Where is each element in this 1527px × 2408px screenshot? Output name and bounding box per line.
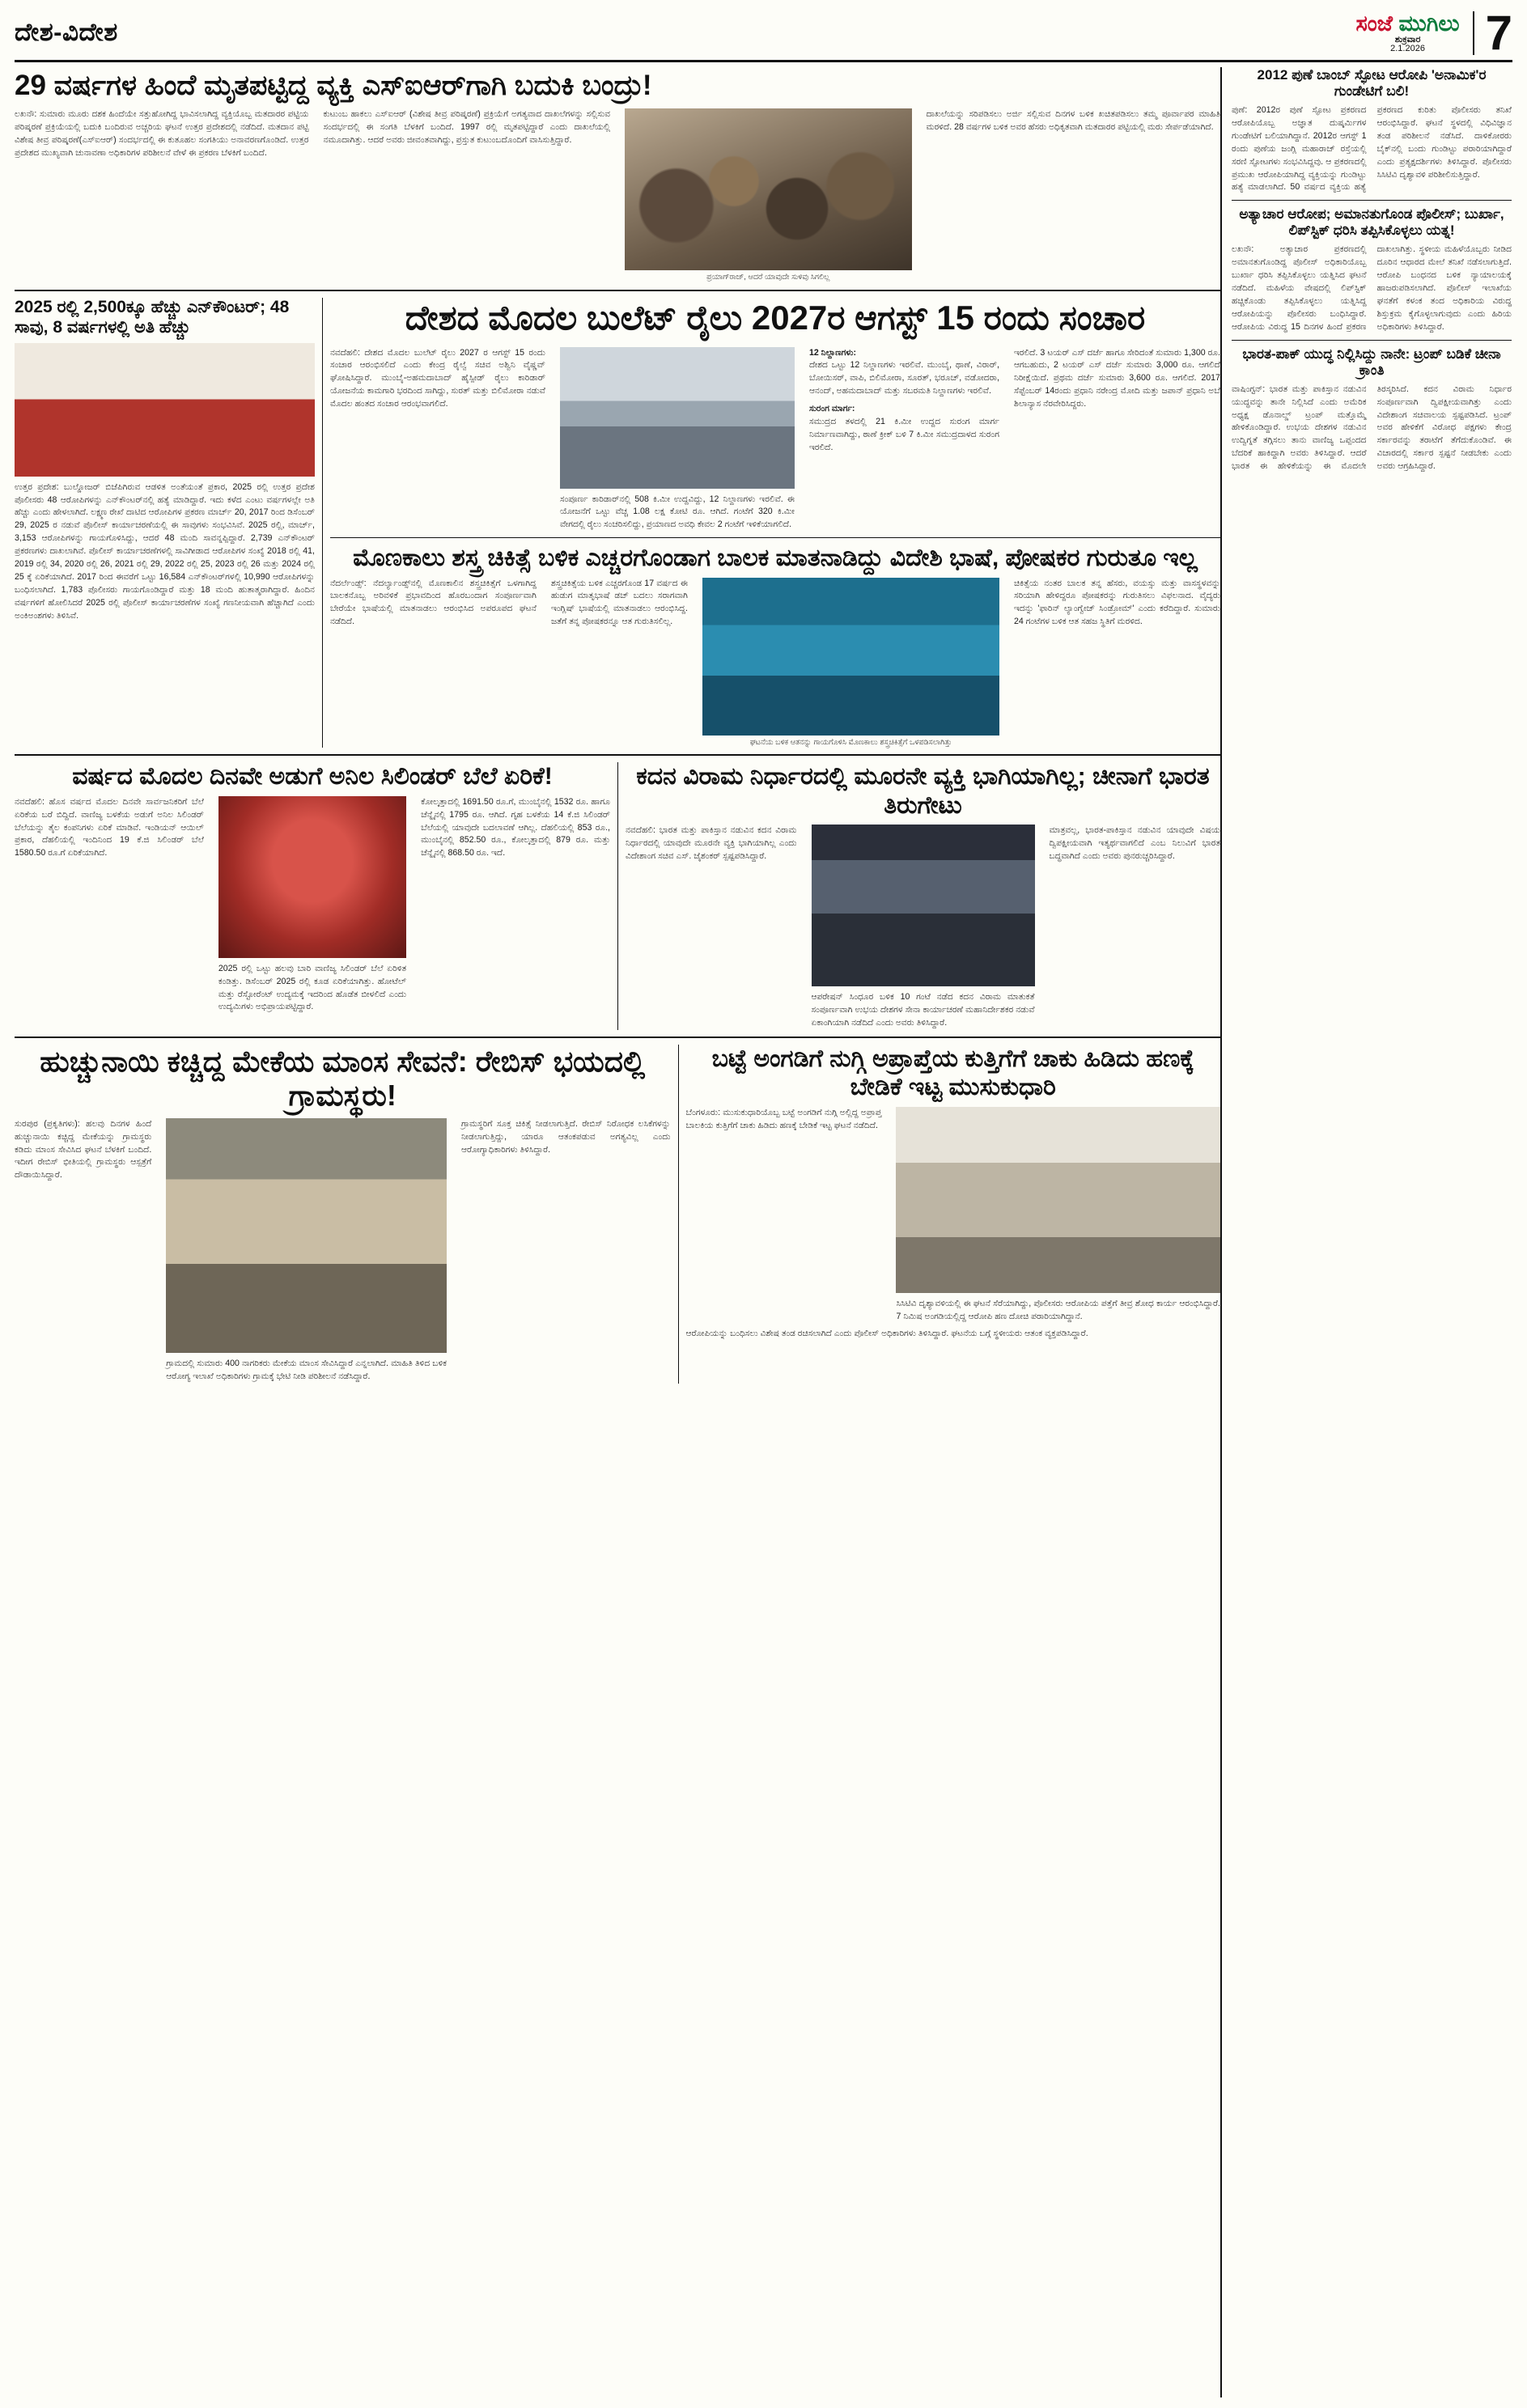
r1-body: ಪುಣೆ: 2012ರ ಪುಣೆ ಸ್ಫೋಟ ಪ್ರಕರಣದ ಆರೋಪಿಯೊಬ್ಬ ಅಜ್ಞಾತ ದುಷ್ಕರ್ಮಿಗಳ ಗುಂಡೇಟಿಗೆ ಬಲಿಯಾಗಿದ್ದಾನೆ. 2012ರ ಆಗಸ್ಟ್ 1 ರಂದು ಪುಣೆಯ ಜಂಗ್ಲಿ ಮಹಾರಾಜ್ ರಸ್ತೆಯಲ್ಲಿ ಸರಣಿ ಸ್ಫೋಟಗಳು ಸಂಭವಿಸಿದ್ದವು. ಆ ಪ್ರಕರಣದಲ್ಲಿ ಪ್ರಮುಖ ಆರೋಪಿಯಾಗಿದ್ದ ವ್ಯಕ್ತಿಯನ್ನು ಗುಂಡಿಟ್ಟು ಹತ್ಯೆ ಮಾಡಲಾಗಿದೆ. 50 ವರ್ಷದ ವ್ಯಕ್ತಿಯ ಹತ್ಯೆ ಪ್ರಕರಣದ ಕುರಿತು ಪೊಲೀಸರು ತನಿಖೆ ಆರಂಭಿಸಿದ್ದಾರೆ. ಘಟನೆ ಸ್ಥಳದಲ್ಲಿ ವಿಧಿವಿಜ್ಞಾನ ತಂಡ ಪರಿಶೀಲನೆ ನಡೆಸಿದೆ. ದಾಳಿಕೋರರು ಬೈಕ್‌ನಲ್ಲಿ ಬಂದು ಗುಂಡಿಟ್ಟು ಪರಾರಿಯಾಗಿದ್ದಾರೆ ಎಂದು ಪ್ರತ್ಯಕ್ಷದರ್ಶಿಗಳು ತಿಳಿಸಿದ್ದಾರೆ. ಪೊಲೀಸರು ಸಿಸಿಟಿವಿ ದೃಶ್ಯಾವಳಿ ಪರಿಶೀಲಿಸುತ್ತಿದ್ದಾರೆ. [1232,105,1512,193]
a1-col2: ಕುಟುಂಬ ಹಾಕಲು ಎಸ್‌ಐಆರ್ (ವಿಶೇಷ ತೀವ್ರ ಪರಿಷ್ಕರಣೆ) ಪ್ರಕ್ರಿಯೆಗೆ ಅಗತ್ಯವಾದ ದಾಖಲೆಗಳನ್ನು ಸಲ್ಲಿಸುವ ಸಂದರ್ಭದಲ್ಲಿ ಈ ಸಂಗತಿ ಬೆಳಕಿಗೆ ಬಂದಿದೆ. 1997 ರಲ್ಲಿ ಮೃತಪಟ್ಟಿದ್ದಾರೆ ಎಂದು ದಾಖಲೆಯಲ್ಲಿ ನಮೂದಾಗಿತ್ತು. ಆದರೆ ಅವರು ಜೀವಂತವಾಗಿದ್ದು, ಪ್ರಸ್ತುತ ಕುಟುಂಬದೊಂದಿಗೆ ವಾಸಿಸುತ್ತಿದ್ದಾರೆ. [323,109,610,146]
a4-headline: ಮೊಣಕಾಲು ಶಸ್ತ್ರ ಚಿಕಿತ್ಸೆ ಬಳಿಕ ಎಚ್ಚರಗೊಂಡಾಗ ಬಾಲಕ ಮಾತನಾಡಿದ್ದು ವಿದೇಶಿ ಭಾಷೆ, ಪೋಷಕರ ಗುರುತೂ ಇಲ್ಲ [353,545,1198,572]
article-a2 [15,298,322,748]
article-a3 [322,298,1220,748]
main-section [15,67,1220,2397]
a8-col3: ಆರೋಪಿಯನ್ನು ಬಂಧಿಸಲು ವಿಶೇಷ ತಂಡ ರಚಿಸಲಾಗಿದೆ ಎಂದು ಪೊಲೀಸ್ ಅಧಿಕಾರಿಗಳು ತಿಳಿಸಿದ್ದಾರೆ. ಘಟನೆಯ ಬಗ್ಗೆ ಸ್ಥಳೀಯರು ಆತಂಕ ವ್ಯಕ್ತಪಡಿಸಿದ್ದಾರೆ. [685,1329,1088,1339]
r3-body: ವಾಷಿಂಗ್ಟನ್: ಭಾರತ ಮತ್ತು ಪಾಕಿಸ್ತಾನ ನಡುವಿನ ಯುದ್ಧವನ್ನು ತಾನೇ ನಿಲ್ಲಿಸಿದೆ ಎಂದು ಅಮೆರಿಕ ಅಧ್ಯಕ್ಷ ಡೊನಾಲ್ಡ್ ಟ್ರಂಪ್ ಮತ್ತೊಮ್ಮೆ ಹೇಳಿಕೊಂಡಿದ್ದಾರೆ. ಉಭಯ ದೇಶಗಳ ನಡುವಿನ ಉದ್ವಿಗ್ನತೆ ತಗ್ಗಿಸಲು ತಾನು ವಾಣಿಜ್ಯ ಒಪ್ಪಂದದ ಬೆದರಿಕೆ ಹಾಕಿದ್ದಾಗಿ ಅವರು ತಿಳಿಸಿದ್ದಾರೆ. ಆದರೆ ಭಾರತ ಈ ಹೇಳಿಕೆಯನ್ನು ಈ ಮೊದಲೇ ತಿರಸ್ಕರಿಸಿದೆ. ಕದನ ವಿರಾಮ ನಿರ್ಧಾರ ಸಂಪೂರ್ಣವಾಗಿ ದ್ವಿಪಕ್ಷೀಯವಾಗಿತ್ತು ಎಂದು ವಿದೇಶಾಂಗ ಸಚಿವಾಲಯ ಸ್ಪಷ್ಟಪಡಿಸಿದೆ. ಟ್ರಂಪ್ ಅವರ ಹೇಳಿಕೆಗೆ ವಿರೋಧ ಪಕ್ಷಗಳು ಕೇಂದ್ರ ಸರ್ಕಾರವನ್ನು ತರಾಟೆಗೆ ತೆಗೆದುಕೊಂಡಿವೆ. ಈ ವಿಚಾರದಲ್ಲಿ ಸರ್ಕಾರ ಸ್ಪಷ್ಟನೆ ನೀಡಬೇಕು ಎಂದು ಅವರು ಆಗ್ರಹಿಸಿದ್ದಾರೆ. [1232,384,1512,472]
article-a1 [15,67,1220,283]
a4-col1: ನೆದರ್ಲೆಂಡ್ಸ್: ನೆದರ್ಲ್ಯಾಂಡ್ಸ್‌ನಲ್ಲಿ ಮೊಣಕಾಲಿನ ಶಸ್ತ್ರಚಿಕಿತ್ಸೆಗೆ ಒಳಗಾಗಿದ್ದ ಬಾಲಕನೊಬ್ಬ ಅರಿವಳಿಕೆ ಪ್ರಭಾವದಿಂದ ಹೊರಬಂದಾಗ ಸಂಪೂರ್ಣವಾಗಿ ಬೇರೆಯೇ ಭಾಷೆಯಲ್ಲಿ ಮಾತನಾಡಲು ಆರಂಭಿಸಿದ ಅಪರೂಪದ ಘಟನೆ ನಡೆದಿದೆ. [329,578,537,627]
logo-word-red: ಸಂಜೆ [1355,11,1393,36]
a7-col3: ಗ್ರಾಮಸ್ಥರಿಗೆ ಸೂಕ್ತ ಚಿಕಿತ್ಸೆ ನೀಡಲಾಗುತ್ತಿದೆ. ರೇಬಿಸ್ ನಿರೋಧಕ ಲಸಿಕೆಗಳನ್ನು ನೀಡಲಾಗುತ್ತಿದ್ದು, ಯಾರೂ ಆತಂಕಪಡುವ ಅಗತ್ಯವಿಲ್ಲ ಎಂದು ಆರೋಗ್ಯಾಧಿಕಾರಿಗಳು ತಿಳಿಸಿದ್ದಾರೆ. [461,1118,671,1155]
masthead [15,6,1512,62]
article-r2 [1232,206,1512,333]
a3-col4: ಇರಲಿದೆ. 3 ಟಯರ್ ಎಸ್ ದರ್ಜೆ ಹಾಗೂ ಸೇರಿದಂತೆ ಸುಮಾರು 1,300 ರೂ. ಆಗಬಹುದು, 2 ಟಯರ್ ಎಸ್ ದರ್ಜೆ ಸುಮಾರು 3,000 ರೂ. ಆಗಲಿದೆ ನಿರೀಕ್ಷೆಯಿದೆ. ಪ್ರಥಮ ದರ್ಜೆ ಸುಮಾರು 3,600 ರೂ. ಆಗಲಿದೆ. 2017 ಸೆಪ್ಟೆಂಬರ್ 14ರಂದು ಪ್ರಧಾನಿ ನರೇಂದ್ರ ಮೋದಿ ಮತ್ತು ಜಪಾನ್ ಪ್ರಧಾನಿ ಅಬೆ ಶಿಲಾನ್ಯಾಸ ನೆರವೇರಿಸಿದ್ದರು. [1013,347,1220,409]
a4-col2: ಶಸ್ತ್ರಚಿಕಿತ್ಸೆಯ ಬಳಿಕ ಎಚ್ಚರಗೊಂಡ 17 ವರ್ಷದ ಈ ಹುಡುಗ ಮಾತೃಭಾಷೆ ಡಚ್ ಬದಲು ಸರಾಗವಾಗಿ ಇಂಗ್ಲಿಷ್ ಭಾಷೆಯಲ್ಲಿ ಮಾತನಾಡಲು ಆರಂಭಿಸಿದ್ದ. ಜತೆಗೆ ತನ್ನ ಪೋಷಕರನ್ನೂ ಆತ ಗುರುತಿಸಲಿಲ್ಲ. [550,578,688,627]
divider-3 [15,754,1220,756]
a7-headline: ಹುಚ್ಚುನಾಯಿ ಕಚ್ಚಿದ್ದ ಮೇಕೆಯ ಮಾಂಸ ಸೇವನೆ: ರೇಬಿಸ್ ಭಯದಲ್ಲಿ ಗ್ರಾಮಸ್ಥರು! [40,1044,646,1113]
divider-1 [15,290,1220,291]
divider-4 [15,1037,1220,1038]
a2-photo [15,343,315,477]
a6-col2: ಆಪರೇಷನ್ ಸಿಂಧೂರ ಬಳಿಕ 10 ಗಂಟೆ ನಡೆದ ಕದನ ವಿರಾಮ ಮಾತುಕತೆ ಸಂಪೂರ್ಣವಾಗಿ ಉಭಯ ದೇಶಗಳ ಸೇನಾ ಕಾರ್ಯಾಚರಣೆ ಮಹಾನಿರ್ದೇಶಕರ ನಡುವೆ ಏಕಾಂಗಿಯಾಗಿ ನಡೆದಿದೆ ಎಂದು ಅವರು ತಿಳಿಸಿದ್ದಾರೆ. [811,992,1035,1028]
a4-col3: ಚಿಕಿತ್ಸೆಯ ನಂತರ ಬಾಲಕ ತನ್ನ ಹೆಸರು, ವಯಸ್ಸು ಮತ್ತು ವಾಸಸ್ಥಳವನ್ನು ಸರಿಯಾಗಿ ಹೇಳಿದ್ದರೂ ಪೋಷಕರನ್ನು ಗುರುತಿಸಲು ವಿಫಲನಾದ. ವೈದ್ಯರು ಇದನ್ನು 'ಫಾರಿನ್ ಲ್ಯಾಂಗ್ವೇಜ್ ಸಿಂಡ್ರೋಮ್' ಎಂದು ಕರೆದಿದ್ದಾರೆ. ಸುಮಾರು 24 ಗಂಟೆಗಳ ಬಳಿಕ ಆತ ಸಹಜ ಸ್ಥಿತಿಗೆ ಮರಳಿದ. [1013,578,1220,627]
a6-col3: ಮಾತ್ರವಲ್ಲ, ಭಾರತ-ಪಾಕಿಸ್ತಾನ ನಡುವಿನ ಯಾವುದೇ ವಿಷಯ ದ್ವಿಪಕ್ಷೀಯವಾಗಿ ಇತ್ಯರ್ಥವಾಗಲಿದೆ ಎಂಬ ನಿಲುವಿಗೆ ಭಾರತ ಬದ್ಧವಾಗಿದೆ ಎಂದು ಅವರು ಪುನರುಚ್ಚರಿಸಿದ್ದಾರೆ. [1049,825,1220,861]
article-a4 [330,544,1220,748]
row-a7-a8 [15,1045,1220,1384]
a2-headline: 2025 ರಲ್ಲಿ 2,500ಕ್ಕೂ ಹೆಚ್ಚು ಎನ್‌ಕೌಂಟರ್; 48 ಸಾವು, 8 ವರ್ಷಗಳಲ್ಲಿ ಅತಿ ಹೆಚ್ಚು [15,298,290,337]
a3-col3-sub2: ಸಮುದ್ರದ ತಳದಲ್ಲಿ 21 ಕಿ.ಮೀ ಉದ್ದದ ಸುರಂಗ ಮಾರ್ಗ ನಿರ್ಮಾಣವಾಗಿದ್ದು, ಠಾಣೆ ಕ್ರೀಕ್ ಬಳಿ 7 ಕಿ.ಮೀ ಸಮುದ್ರದಾಳದ ಸುರಂಗ ಇರಲಿದೆ. [808,416,999,452]
a5-col3: 2025 ರಲ್ಲಿ ಒಟ್ಟು ಹಲವು ಬಾರಿ ವಾಣಿಜ್ಯ ಸಿಲಿಂಡರ್ ಬೆಲೆ ಏರಿಳಿತ ಕಂಡಿತ್ತು. ಡಿಸೆಂಬರ್ 2025 ರಲ್ಲಿ ಕೂಡ ಏರಿಕೆಯಾಗಿತ್ತು. ಹೋಟೆಲ್ ಮತ್ತು ರೆಸ್ಟೋರೆಂಟ್ ಉದ್ಯಮಕ್ಕೆ ಇದರಿಂದ ಹೊಡೆತ ಬೀಳಲಿದೆ ಎಂದು ಉದ್ಯಮಿಗಳು ಅಭಿಪ್ರಾಯಪಟ್ಟಿದ್ದಾರೆ. [218,963,407,1012]
a3-col1: ನವದೆಹಲಿ: ದೇಶದ ಮೊದಲ ಬುಲೆಟ್ ರೈಲು 2027 ರ ಆಗಸ್ಟ್ 15 ರಂದು ಸಂಚಾರ ಆರಂಭಿಸಲಿದೆ ಎಂದು ಕೇಂದ್ರ ರೈಲ್ವೆ ಸಚಿವ ಅಶ್ವಿನಿ ವೈಷ್ಣವ್ ಘೋಷಿಸಿದ್ದಾರೆ. ಮುಂಬೈ-ಅಹಮದಾಬಾದ್ ಹೈಸ್ಪೀಡ್ ರೈಲು ಕಾರಿಡಾರ್ ಯೋಜನೆಯ ಕಾಮಗಾರಿ ಭರದಿಂದ ಸಾಗಿದ್ದು, ಸುರತ್ ಮತ್ತು ಬಿಲಿಮೋರಾ ನಡುವೆ ಮೊದಲ ಹಂತದ ಸಂಚಾರ ಆರಂಭವಾಗಲಿದೆ. [329,347,545,409]
a3-col3-sub2-title: ಸುರಂಗ ಮಾರ್ಗ: [808,404,855,414]
a8-col2: ಸಿಸಿಟಿವಿ ದೃಶ್ಯಾವಳಿಯಲ್ಲಿ ಈ ಘಟನೆ ಸೆರೆಯಾಗಿದ್ದು, ಪೊಲೀಸರು ಆರೋಪಿಯ ಪತ್ತೆಗೆ ತೀವ್ರ ಶೋಧ ಕಾರ್ಯ ಆರಂಭಿಸಿದ್ದಾರೆ. 7 ನಿಮಿಷ ಅಂಗಡಿಯಲ್ಲಿದ್ದ ಆರೋಪಿ ಹಣ ದೋಚಿ ಪರಾರಿಯಾಗಿದ್ದಾನೆ. [896,1298,1220,1321]
article-a8 [678,1045,1221,1384]
r3-headline: ಭಾರತ-ಪಾಕ್ ಯುದ್ಧ ನಿಲ್ಲಿಸಿದ್ದು ನಾನೇ: ಟ್ರಂಪ್ ಬಡಿಕೆ ಚೀನಾ ಕ್ರಾಂತಿ [1242,346,1501,378]
logo-block [1355,12,1459,53]
a6-headline: ಕದನ ವಿರಾಮ ನಿರ್ಧಾರದಲ್ಲಿ ಮೂರನೇ ವ್ಯಕ್ತಿ ಭಾಗಿಯಾಗಿಲ್ಲ; ಚೀನಾಗೆ ಭಾರತ ತಿರುಗೇಟು [636,763,1210,819]
a7-photo [166,1118,447,1353]
a3-col2: ಸಂಪೂರ್ಣ ಕಾರಿಡಾರ್‌ನಲ್ಲಿ 508 ಕಿ.ಮೀ ಉದ್ದವಿದ್ದು, 12 ನಿಲ್ದಾಣಗಳು ಇರಲಿವೆ. ಈ ಯೋಜನೆಗೆ ಒಟ್ಟು ವೆಚ್ಚ 1.08 ಲಕ್ಷ ಕೋಟಿ ರೂ. ಆಗಿದೆ. ಗಂಟೆಗೆ 320 ಕಿ.ಮೀ ವೇಗದಲ್ಲಿ ರೈಲು ಸಂಚರಿಸಲಿದ್ದು, ಪ್ರಯಾಣದ ಅವಧಿ ಕೇವಲ 2 ಗಂಟೆಗೆ ಇಳಿಕೆಯಾಗಲಿದೆ. [559,494,795,530]
a7-col2: ಗ್ರಾಮದಲ್ಲಿ ಸುಮಾರು 400 ನಾಗರಿಕರು ಮೇಕೆಯ ಮಾಂಸ ಸೇವಿಸಿದ್ದಾರೆ ಎನ್ನಲಾಗಿದೆ. ಮಾಹಿತಿ ತಿಳಿದ ಬಳಿಕ ಆರೋಗ್ಯ ಇಲಾಖೆ ಅಧಿಕಾರಿಗಳು ಗ್ರಾಮಕ್ಕೆ ಭೇಟಿ ನೀಡಿ ಪರಿಶೀಲನೆ ನಡೆಸಿದ್ದಾರೆ. [166,1358,447,1381]
a3-photo [560,347,795,489]
logo-weekday: ಶುಕ್ರವಾರ [1394,34,1421,45]
a3-body [330,347,1220,532]
article-r1 [1232,67,1512,194]
article-a6 [617,762,1220,1029]
section-title: ದೇಶ-ವಿದೇಶ [15,18,118,46]
article-a7 [15,1045,678,1384]
a7-col1: ಸುರಪುರ (ಪ್ರಕೃತಿಗಳು): ಹಲವು ದಿನಗಳ ಹಿಂದೆ ಹುಚ್ಚುನಾಯಿ ಕಚ್ಚಿದ್ದ ಮೇಕೆಯನ್ನು ಗ್ರಾಮಸ್ಥರು ಕಡಿದು ಮಾಂಸ ಸೇವಿಸಿದ ಘಟನೆ ಬೆಳಕಿಗೆ ಬಂದಿದೆ. ಇದೀಗ ರೇಬಿಸ್ ಭೀತಿಯಲ್ಲಿ ಗ್ರಾಮಸ್ಥರು ಆಸ್ಪತ್ರೆಗೆ ದೌಡಾಯಿಸಿದ್ದಾರೆ. [15,1118,152,1181]
divider-2 [330,537,1220,538]
divider-r1 [1232,200,1512,201]
a1-caption: ಪ್ರಯಾಗ್‌ರಾಜ್, ಆದರೆ ಯಾವುದೇ ಸುಳಿವು ಸಿಗಲಿಲ್ಲ [706,273,830,282]
a8-col1: ಬೆಂಗಳೂರು: ಮುಸುಕುಧಾರಿಯೊಬ್ಬ ಬಟ್ಟೆ ಅಂಗಡಿಗೆ ನುಗ್ಗಿ ಅಲ್ಲಿದ್ದ ಅಪ್ರಾಪ್ತ ಬಾಲಕಿಯ ಕುತ್ತಿಗೆಗೆ ಚಾಕು ಹಿಡಿದು ಹಣಕ್ಕೆ ಬೇಡಿಕೆ ಇಟ್ಟ ಘಟನೆ ನಡೆದಿದೆ. [685,1107,882,1130]
r2-headline: ಅತ್ಯಾಚಾರ ಆರೋಪ; ಅಮಾನತುಗೊಂಡ ಪೊಲೀಸ್; ಬುರ್ಖಾ, ಲಿಪ್‌ಸ್ಟಿಕ್ ಧರಿಸಿ ತಪ್ಪಿಸಿಕೊಳ್ಳಲು ಯತ್ನ! [1239,206,1504,239]
logo-word-green: ಮುಗಿಲು [1398,11,1460,36]
a2-body: ಉತ್ತರ ಪ್ರದೇಶ: ಬುಲ್ಡೋಜರ್ ಬಿಜೆಪಿಗಿರುವ ಆಡಳಿತ ಅಂತೆಯಂತೆ ಪ್ರಕಾರ, 2025 ರಲ್ಲಿ ಉತ್ತರ ಪ್ರದೇಶ ಪೊಲೀಸರು 48 ಆರೋಪಿಗಳನ್ನು ಎನ್‌ಕೌಂಟರ್‌ನಲ್ಲಿ ಹತ್ಯೆ ಮಾಡಿದ್ದಾರೆ. ಇದು ಕಳೆದ ಎಂಟು ವರ್ಷಗಳಲ್ಲೇ ಅತಿ ಹೆಚ್ಚು ಎಂದು ಹೇಳಲಾಗಿದೆ. ಲಕ್ಷ್ಮಣ ರೇಖೆ ದಾಟಿದ ಆರೋಪಿಗಳ ಪ್ರಕರಣ ಮಾರ್ಚ್ 20, 2017 ರಿಂದ ಡಿಸೆಂಬರ್ 29, 2025 ರ ನಡುವೆ ಪೊಲೀಸ್ ಕಾರ್ಯಾಚರಣೆಯಲ್ಲಿ ಈ ಸಾವುಗಳು ಸಂಭವಿಸಿವೆ. 2025 ರಲ್ಲಿ, ಮಾರ್ಚ್, 3,153 ಆರೋಪಿಗಳನ್ನು ಗಾಯಗೊಳಿಸಿದ್ದು, ಆದರೆ 48 ಮಂದಿ ಸಾವನ್ನಪ್ಪಿದ್ದಾರೆ. 2,739 ಎನ್‌ಕೌಂಟರ್ ಪ್ರಕರಣಗಳು ದಾಖಲಾಗಿವೆ. ಪೊಲೀಸ್ ಕಾರ್ಯಾಚರಣೆಗಳಲ್ಲಿ ಸಾವಿಗೀಡಾದ ಆರೋಪಿಗಳ ಸಂಖ್ಯೆ 2018 ರಲ್ಲಿ 41, 2019 ರಲ್ಲಿ 34, 2020 ರಲ್ಲಿ 26, 2021 ರಲ್ಲಿ 29, 2022 ರಲ್ಲಿ 25, 2023 ರಲ್ಲಿ 26 ಮತ್ತು 2024 ರಲ್ಲಿ 25 ಕ್ಕೆ ಏರಿಕೆಯಾಗಿದೆ. 2017 ರಿಂದ ಈವರೆಗೆ ಒಟ್ಟು 16,584 ಎನ್‌ಕೌಂಟರ್‌ಗಳಲ್ಲಿ 10,990 ಆರೋಪಿಗಳನ್ನು ಬಂಧಿಸಲಾಗಿದೆ. 1,783 ಪೊಲೀಸರು ಗಾಯಗೊಂಡಿದ್ದಾರೆ ಮತ್ತು 18 ಮಂದಿ ಹುತಾತ್ಮರಾಗಿದ್ದಾರೆ. ಹಿಂದಿನ ವರ್ಷಗಳಿಗೆ ಹೋಲಿಸಿದರೆ 2025 ರಲ್ಲಿ ಪೊಲೀಸ್ ಕಾರ್ಯಾಚರಣೆಗಳ ಸಂಖ್ಯೆ ಗಣನೀಯವಾಗಿ ಹೆಚ್ಚಾಗಿದೆ ಎಂದು ಅಂಕಿಅಂಶಗಳು ತಿಳಿಸಿವೆ. [15,481,315,621]
r2-body: ಲಖನೌ: ಅತ್ಯಾಚಾರ ಪ್ರಕರಣದಲ್ಲಿ ಅಮಾನತುಗೊಂಡಿದ್ದ ಪೊಲೀಸ್ ಅಧಿಕಾರಿಯೊಬ್ಬ ಬುರ್ಖಾ ಧರಿಸಿ ತಪ್ಪಿಸಿಕೊಳ್ಳಲು ಯತ್ನಿಸಿದ ಘಟನೆ ನಡೆದಿದೆ. ಮಹಿಳೆಯ ವೇಷದಲ್ಲಿ ಲಿಪ್‌ಸ್ಟಿಕ್ ಹಚ್ಚಿಕೊಂಡು ತಪ್ಪಿಸಿಕೊಳ್ಳಲು ಯತ್ನಿಸಿದ್ದ ಆರೋಪಿಯನ್ನು ಪೊಲೀಸರು ಬಂಧಿಸಿದ್ದಾರೆ. ಆರೋಪಿಯ ವಿರುದ್ಧ 15 ದಿನಗಳ ಹಿಂದೆ ಪ್ರಕರಣ ದಾಖಲಾಗಿತ್ತು. ಸ್ಥಳೀಯ ಮಹಿಳೆಯೊಬ್ಬರು ನೀಡಿದ ದೂರಿನ ಆಧಾರದ ಮೇಲೆ ತನಿಖೆ ನಡೆಸಲಾಗುತ್ತಿದೆ. ಆರೋಪಿ ಬಂಧನದ ಬಳಿಕ ನ್ಯಾಯಾಲಯಕ್ಕೆ ಹಾಜರುಪಡಿಸಲಾಗಿದೆ. ಪೊಲೀಸ್ ಇಲಾಖೆಯ ಘನತೆಗೆ ಕಳಂಕ ತಂದ ಅಧಿಕಾರಿಯ ವಿರುದ್ಧ ಶಿಸ್ತುಕ್ರಮ ಕೈಗೊಳ್ಳಲಾಗುವುದು ಎಂದು ಹಿರಿಯ ಅಧಿಕಾರಿಗಳು ತಿಳಿಸಿದ್ದಾರೆ. [1232,244,1512,332]
a3-col3-sub1: ದೇಶದ ಒಟ್ಟು 12 ನಿಲ್ದಾಣಗಳು ಇರಲಿವೆ. ಮುಂಬೈ, ಥಾಣೆ, ವಿರಾರ್, ಬೋಯಿಸರ್, ವಾಪಿ, ಬಿಲಿಮೋರಾ, ಸೂರತ್, ಭರೂಚ್, ವಡೋದರಾ, ಆನಂದ್, ಅಹಮದಾಬಾದ್ ಮತ್ತು ಸಬರಮತಿ ನಿಲ್ದಾಣಗಳು ಇರಲಿವೆ. [808,360,999,396]
a1-photo [625,108,912,270]
a6-col1: ನವದೆಹಲಿ: ಭಾರತ ಮತ್ತು ಪಾಕಿಸ್ತಾನ ನಡುವಿನ ಕದನ ವಿರಾಮ ನಿರ್ಧಾರದಲ್ಲಿ ಯಾವುದೇ ಮೂರನೇ ವ್ಯಕ್ತಿ ಭಾಗಿಯಾಗಿಲ್ಲ ಎಂದು ವಿದೇಶಾಂಗ ಸಚಿವ ಎಸ್. ಜೈಶಂಕರ್ ಸ್ಪಷ್ಟಪಡಿಸಿದ್ದಾರೆ. [626,825,797,861]
article-r3 [1232,346,1512,473]
row-a5-a6 [15,762,1220,1029]
a3-col3-sub1-title: 12 ನಿಲ್ದಾಣಗಳು: [808,347,857,358]
a5-headline: ವರ್ಷದ ಮೊದಲ ದಿನವೇ ಅಡುಗೆ ಅನಿಲ ಸಿಲಿಂಡರ್ ಬೆಲೆ ಏರಿಕೆ! [72,763,553,791]
row-a2-a3 [15,298,1220,748]
a1-headline: 29 ವರ್ಷಗಳ ಹಿಂದೆ ಮೃತಪಟ್ಟಿದ್ದ ವ್ಯಕ್ತಿ ಎಸ್‌ಐಆರ್‌ಗಾಗಿ ಬದುಕಿ ಬಂದ್ರು! [15,70,652,101]
a8-photo [896,1107,1220,1293]
a5-col2: ಕೋಲ್ಕತ್ತಾದಲ್ಲಿ 1691.50 ರೂ.ಗೆ, ಮುಂಬೈನಲ್ಲಿ 1532 ರೂ. ಹಾಗೂ ಚೆನ್ನೈನಲ್ಲಿ 1795 ರೂ. ಆಗಿದೆ. ಗೃಹ ಬಳಕೆಯ 14 ಕೆ.ಜಿ ಸಿಲಿಂಡರ್ ಬೆಲೆಯಲ್ಲಿ ಯಾವುದೇ ಬದಲಾವಣೆ ಆಗಿಲ್ಲ. ದೆಹಲಿಯಲ್ಲಿ 853 ರೂ., ಮುಂಬೈನಲ್ಲಿ 852.50 ರೂ., ಕೋಲ್ಕತ್ತಾದಲ್ಲಿ 879 ರೂ. ಮತ್ತು ಚೆನ್ನೈನಲ್ಲಿ 868.50 ರೂ. ಇದೆ. [421,796,610,858]
a5-photo [218,796,406,958]
article-a5 [15,762,617,1029]
right-rail [1220,67,1512,2397]
a4-body [330,578,1220,748]
divider-r2 [1232,340,1512,341]
masthead-brand [1355,6,1512,60]
logo-text [1355,12,1459,35]
page-number: 7 [1473,11,1512,55]
a4-caption: ಘಟನೆಯ ಬಳಿಕ ಆತನನ್ನು ಗಾಯಗೊಳಿಸಿ ಮೊಣಕಾಲು ಶಸ್ತ್ರಚಿಕಿತ್ಸೆಗೆ ಒಳಪಡಿಸಲಾಗಿತ್ತು [749,737,952,747]
a3-headline: ದೇಶದ ಮೊದಲ ಬುಲೆಟ್ ರೈಲು 2027ರ ಆಗಸ್ಟ್ 15 ರಂದು ಸಂಚಾರ [405,299,1146,337]
a1-col1: ಲಖನೌ: ಸುಮಾರು ಮೂರು ದಶಕ ಹಿಂದೆಯೇ ಸತ್ತುಹೋಗಿದ್ದ ಭಾವಿಸಲಾಗಿದ್ದ ವ್ಯಕ್ತಿಯೊಬ್ಬ ಮತದಾರರ ಪಟ್ಟಿಯ ಪರಿಷ್ಕರಣೆ ಪ್ರಕ್ರಿಯೆಯಲ್ಲಿ ಬದುಕಿ ಬಂದಿರುವ ಅಚ್ಚರಿಯ ಘಟನೆ ಉತ್ತರ ಪ್ರದೇಶದಲ್ಲಿ ನಡೆದಿದೆ. ಮತದಾನ ಪಟ್ಟಿ ವಿಶೇಷ ತೀವ್ರ ಪರಿಷ್ಕರಣೆ(ಎಸ್‌ಐಆರ್) ಸಂದರ್ಭದಲ್ಲಿ ಈ ಕುತೂಹಲ ಸಂಗತಿಯು ಅನಾವರಣಗೊಂಡಿದೆ. ಉತ್ತರ ಪ್ರದೇಶದ ಮುಖ್ಯವಾಗಿ ಚುನಾವಣಾ ಅಧಿಕಾರಿಗಳ ಪರಿಶೀಲನೆ ವೇಳೆ ಈ ಪ್ರಕರಣ ಬೆಳಕಿಗೆ ಬಂದಿದೆ. [15,109,309,158]
a1-body [15,108,1220,283]
a8-headline: ಬಟ್ಟೆ ಅಂಗಡಿಗೆ ನುಗ್ಗಿ ಅಪ್ರಾಪ್ತೆಯ ಕುತ್ತಿಗೆಗೆ ಚಾಕು ಹಿಡಿದು ಹಣಕ್ಕೆ ಬೇಡಿಕೆ ಇಟ್ಟ ಮುಸುಕುಧಾರಿ [711,1045,1194,1101]
logo-date: 2.1.2026 [1390,44,1425,54]
a1-col3: ದಾಖಲೆಯನ್ನು ಸರಿಪಡಿಸಲು ಅರ್ಜಿ ಸಲ್ಲಿಸುವ ದಿನಗಳ ಬಳಿಕ ಖಚಿತಪಡಿಸಲು ತಮ್ಮ ಪೂರ್ವಾಪರ ಮಾಹಿತಿ ಮರಳಿದೆ. 28 ವರ್ಷಗಳ ಬಳಿಕ ಅವರ ಹೆಸರು ಅಧಿಕೃತವಾಗಿ ಮತದಾರರ ಪಟ್ಟಿಯಲ್ಲಿ ಮರು ಸೇರ್ಪಡೆಯಾಗಿದೆ. [926,109,1220,133]
a4-photo [702,578,999,736]
page-body [15,67,1512,2397]
a6-photo [812,825,1035,986]
a5-col1: ನವದೆಹಲಿ: ಹೊಸ ವರ್ಷದ ಮೊದಲ ದಿನವೇ ಸಾರ್ವಜನಿಕರಿಗೆ ಬೆಲೆ ಏರಿಕೆಯ ಬರೆ ಬಿದ್ದಿದೆ. ವಾಣಿಜ್ಯ ಬಳಕೆಯ ಅಡುಗೆ ಅನಿಲ ಸಿಲಿಂಡರ್ ಬೆಲೆಯನ್ನು ತೈಲ ಕಂಪನಿಗಳು ಏರಿಕೆ ಮಾಡಿವೆ. ಇಂಡಿಯನ್ ಆಯಿಲ್ ಪ್ರಕಾರ, ದೆಹಲಿಯಲ್ಲಿ ಇಂದಿನಿಂದ 19 ಕೆ.ಜಿ ಸಿಲಿಂಡರ್ ಬೆಲೆ 1580.50 ರೂ.ಗೆ ಏರಿಕೆಯಾಗಿದೆ. [15,796,204,858]
r1-headline: 2012 ಪುಣೆ ಬಾಂಬ್ ಸ್ಫೋಟ ಆರೋಪಿ 'ಅನಾಮಿಕ'ರ ಗುಂಡೇಟಿಗೆ ಬಲಿ! [1257,67,1487,100]
